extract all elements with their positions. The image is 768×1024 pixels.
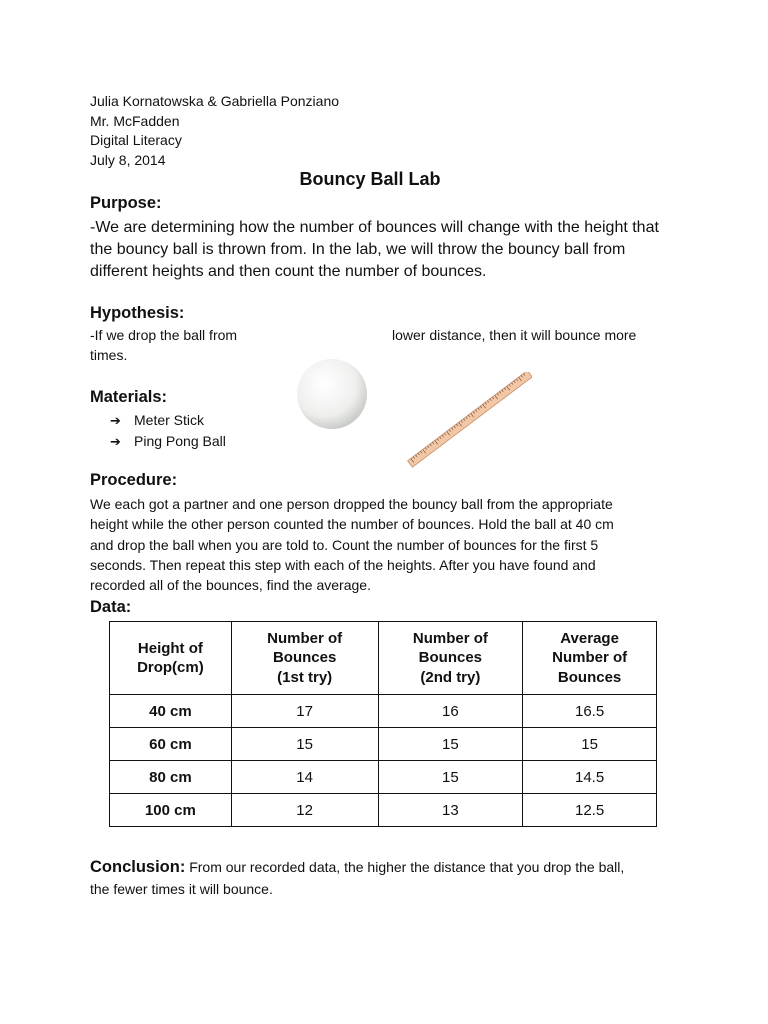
column-header: Average Number of Bounces — [523, 622, 657, 695]
data-table — [109, 621, 657, 827]
purpose-line: the bouncy ball is thrown from. In the lab, we will throw the bouncy ball from — [90, 241, 626, 258]
table-cell: 15 — [523, 728, 657, 761]
ping-pong-ball-image — [296, 358, 368, 430]
ruler-body — [408, 372, 532, 467]
procedure-line: and drop the ball when you are told to. Count the number of bounces for the first 5 — [90, 536, 599, 553]
table-cell: 15 — [231, 728, 378, 761]
hypothesis-text-left: -If we drop the ball from — [90, 327, 238, 343]
material-label: Ping Pong Ball — [134, 433, 226, 449]
table-cell: 17 — [231, 695, 378, 728]
column-header: Number of Bounces (1st try) — [231, 622, 378, 695]
table-row — [110, 761, 657, 794]
table-cell: 16 — [378, 695, 523, 728]
hypothesis-heading: Hypothesis: — [90, 304, 185, 322]
materials-heading: Materials: — [90, 388, 168, 406]
table-cell: 13 — [378, 794, 523, 827]
hypothesis-text-second: times. — [90, 347, 128, 363]
date: July 8, 2014 — [90, 151, 166, 168]
authors: Julia Kornatowska & Gabriella Ponziano — [90, 93, 340, 109]
list-item — [110, 431, 226, 452]
arrow-right-icon: ➔ — [110, 414, 121, 429]
column-header: Number of Bounces (2nd try) — [378, 622, 523, 695]
table-row — [110, 794, 657, 827]
header-info — [90, 92, 339, 170]
data-heading: Data: — [90, 598, 132, 616]
conclusion-text: the fewer times it will bounce. — [90, 881, 273, 897]
table-cell: 14.5 — [523, 761, 657, 794]
procedure-line: seconds. Then repeat this step with each of the heights. After you have found and — [90, 556, 596, 573]
page-title: Bouncy Ball Lab — [299, 169, 441, 189]
purpose-text — [90, 217, 690, 283]
purpose-line: -We are determining how the number of bounces will change with the height that — [90, 219, 659, 236]
procedure-heading: Procedure: — [90, 471, 178, 489]
procedure-line: We each got a partner and one person dropped the bouncy ball from the appropriate — [90, 496, 613, 512]
table-cell: 16.5 — [523, 695, 657, 728]
table-cell: 15 — [378, 761, 523, 794]
table-row — [110, 695, 657, 728]
list-item — [110, 410, 226, 431]
column-header: Height of Drop(cm) — [110, 622, 232, 695]
conclusion-heading: Conclusion: — [90, 858, 186, 876]
materials-list — [110, 410, 226, 452]
ball-shape — [297, 359, 367, 429]
procedure-text — [90, 494, 690, 595]
height-cell: 100 cm — [110, 794, 232, 827]
table-header-row — [110, 622, 657, 695]
purpose-line: different heights and then count the number of bounces. — [90, 263, 487, 280]
procedure-line: recorded all of the bounces, find the average. — [90, 577, 371, 594]
table-cell: 12.5 — [523, 794, 657, 827]
arrow-right-icon: ➔ — [110, 435, 121, 450]
height-cell: 80 cm — [110, 761, 232, 794]
hypothesis-text-right: lower distance, then it will bounce more — [392, 327, 637, 343]
teacher: Mr. McFadden — [90, 112, 180, 129]
material-label: Meter Stick — [134, 412, 205, 428]
procedure-line: height while the other person counted the number of bounces. Hold the ball at 40 cm — [90, 516, 614, 533]
course: Digital Literacy — [90, 132, 182, 148]
table-cell: 15 — [378, 728, 523, 761]
table-row — [110, 728, 657, 761]
table-cell: 12 — [231, 794, 378, 827]
conclusion-text: From our recorded data, the higher the distance that you drop the ball, — [189, 859, 625, 875]
meter-stick-image — [404, 372, 532, 470]
conclusion — [90, 856, 710, 900]
height-cell: 40 cm — [110, 695, 232, 728]
height-cell: 60 cm — [110, 728, 232, 761]
purpose-heading: Purpose: — [90, 194, 162, 212]
table-cell: 14 — [231, 761, 378, 794]
